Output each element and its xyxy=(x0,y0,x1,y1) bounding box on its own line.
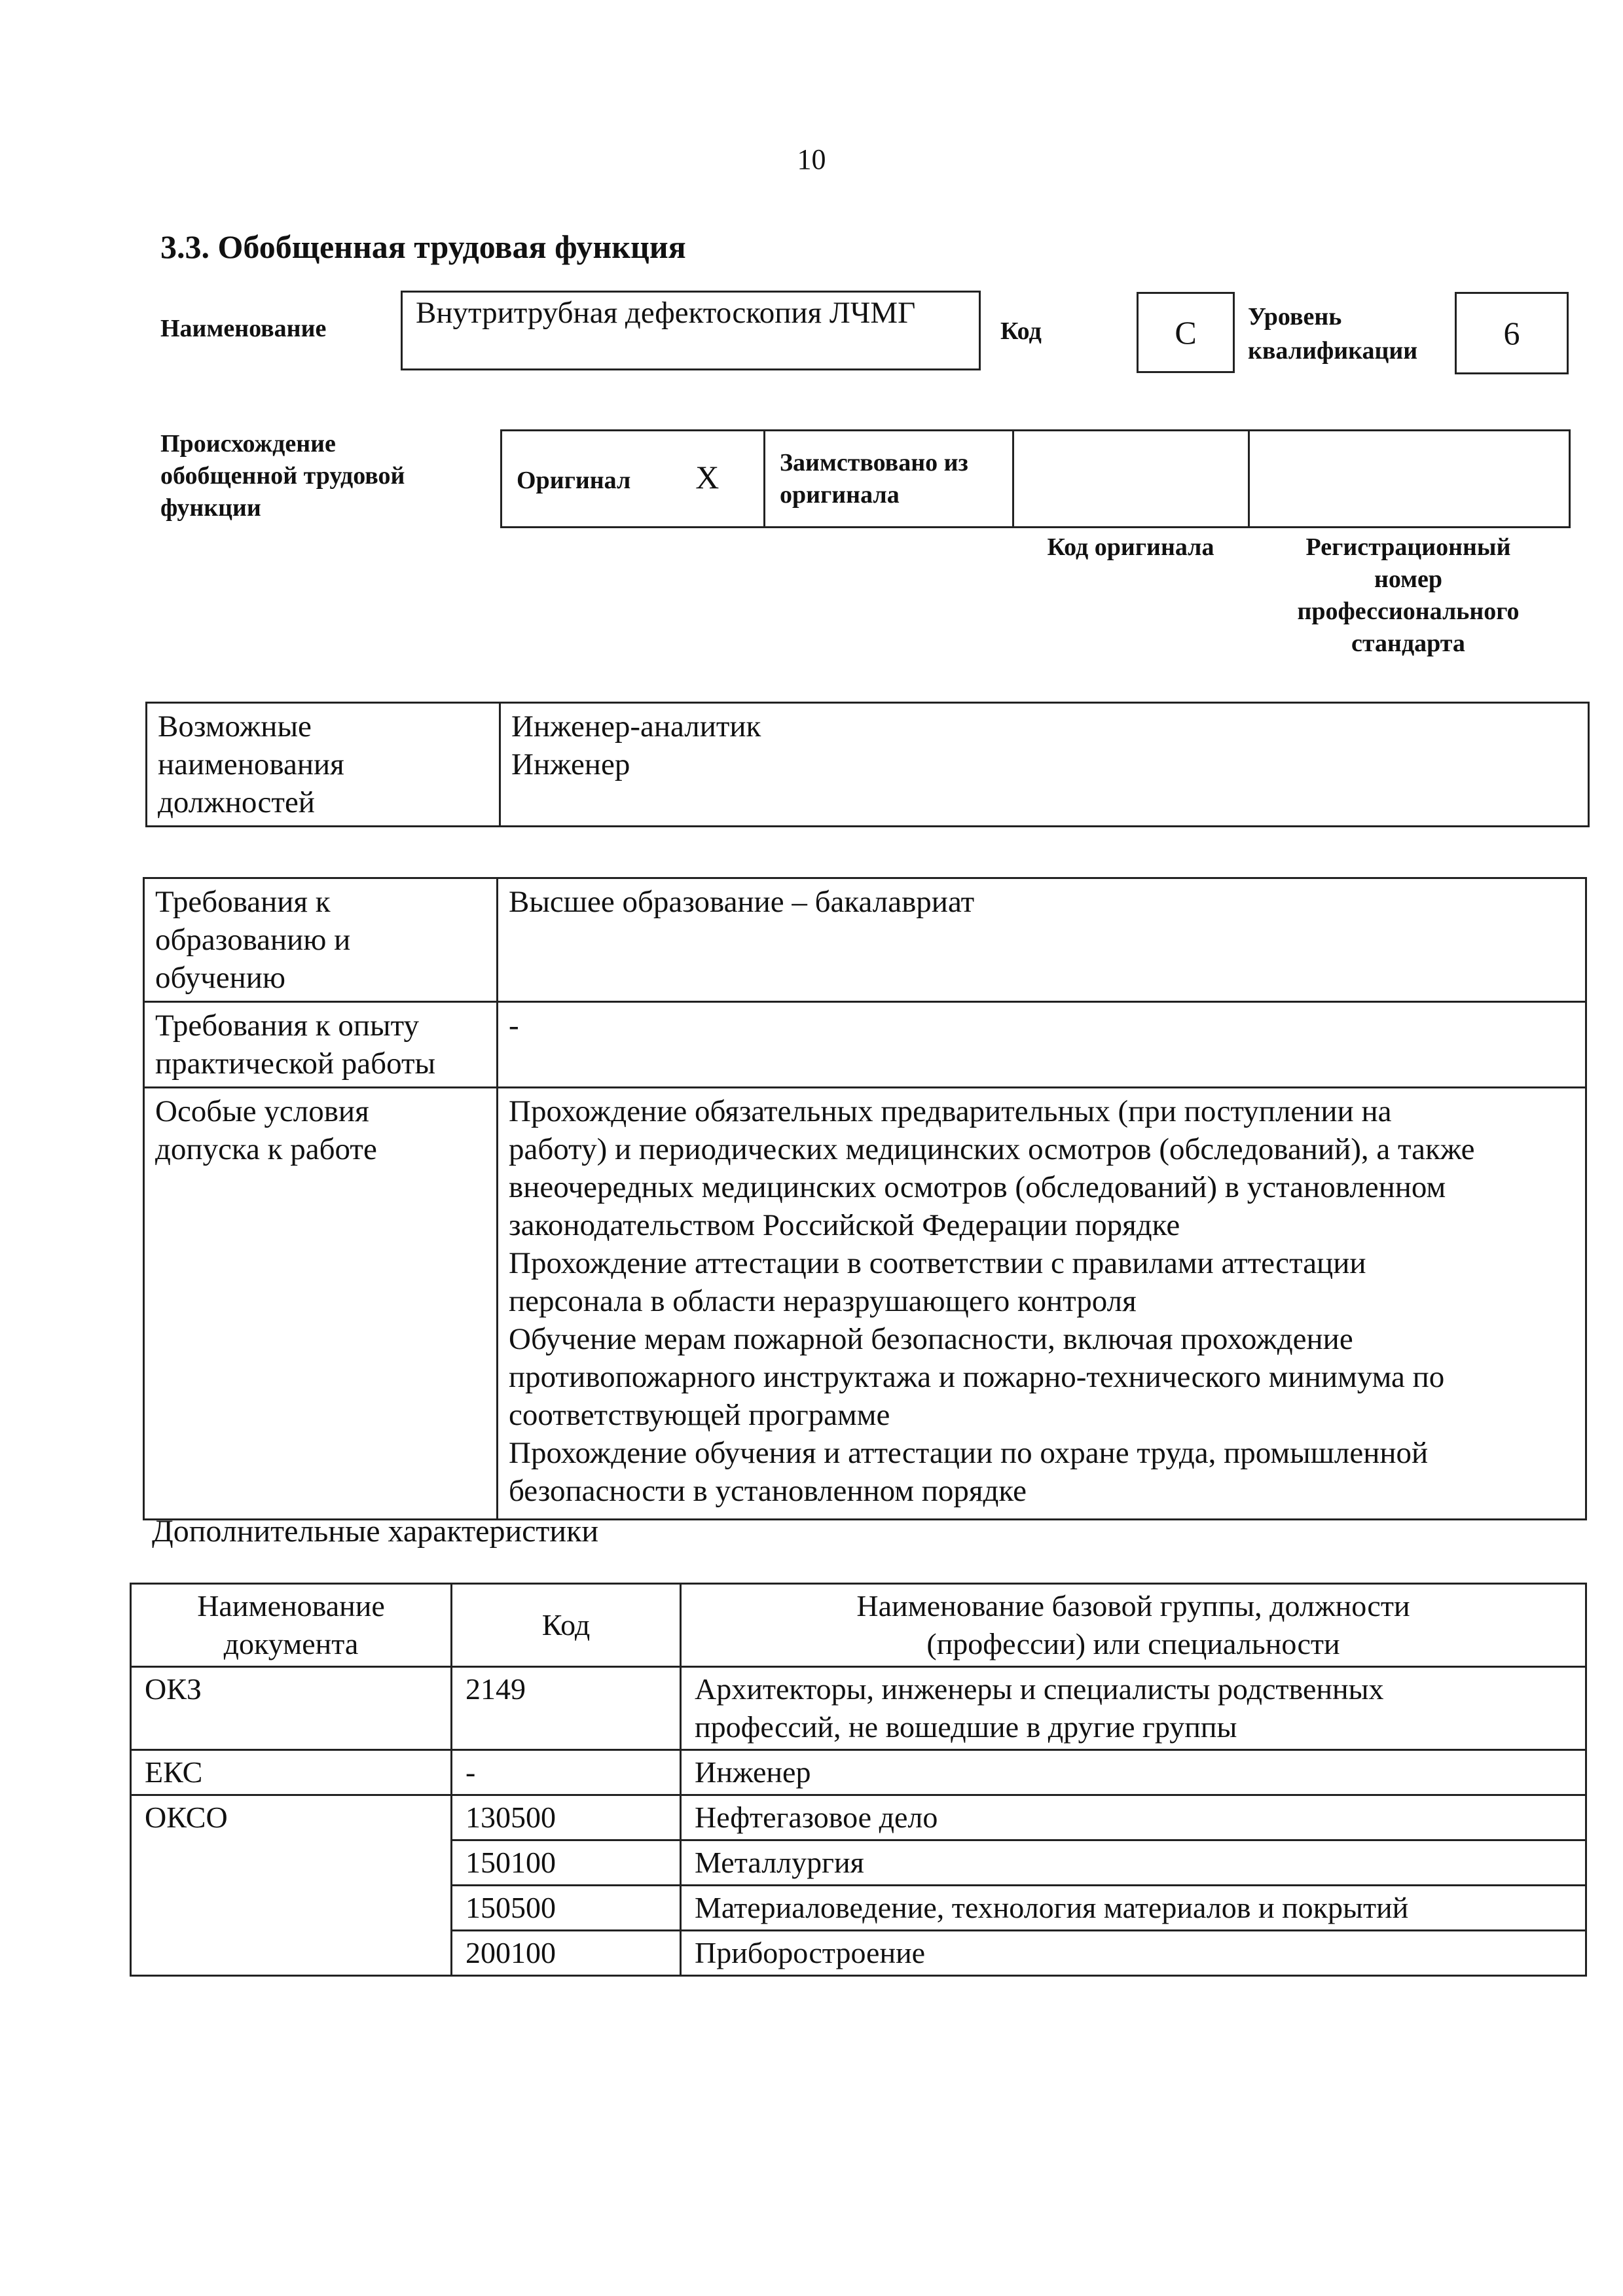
row-name-line: Нефтегазовое дело xyxy=(695,1801,938,1834)
req-label-line: образованию и xyxy=(155,923,351,957)
page-number: 10 xyxy=(797,143,826,175)
row-name xyxy=(681,1795,1586,1840)
borrowed-cell xyxy=(765,431,1013,528)
level-label xyxy=(1248,300,1417,368)
row-code: 150100 xyxy=(452,1840,681,1886)
req-label-line: Требования к опыту xyxy=(155,1009,420,1043)
requirements-row-admission xyxy=(144,1088,1586,1520)
req-value-line: персонала в области неразрушающего контроля xyxy=(509,1284,1137,1318)
req-label-line: Особые условия xyxy=(155,1094,369,1128)
req-label-cell xyxy=(144,1088,498,1520)
row-code: 130500 xyxy=(452,1795,681,1840)
req-value-cell xyxy=(498,878,1586,1002)
origin-label-line: обобщенной трудовой xyxy=(160,462,405,490)
function-name-value: Внутритрубная дефектоскопия ЛЧМГ xyxy=(416,296,916,330)
req-value-line: - xyxy=(509,1009,519,1043)
row-name xyxy=(681,1840,1586,1886)
table-row xyxy=(131,1795,1586,1840)
table-row xyxy=(131,1750,1586,1795)
requirements-row-education xyxy=(144,878,1586,1002)
positions-label-line: наименования xyxy=(158,747,344,781)
reg-number-cell xyxy=(1249,431,1570,528)
extra-table xyxy=(130,1583,1587,1977)
req-value-line: Прохождение аттестации в соответствии с правилами аттестации xyxy=(509,1246,1366,1280)
req-value-line: противопожарного инструктажа и пожарно-технического минимума по xyxy=(509,1360,1445,1394)
original-mark: X xyxy=(695,458,720,495)
row-doc: ОКЗ xyxy=(131,1667,452,1750)
requirements-table xyxy=(143,877,1587,1520)
row-name xyxy=(681,1931,1586,1976)
row-code: 150500 xyxy=(452,1886,681,1931)
req-label-line: Требования к xyxy=(155,885,331,919)
table-row xyxy=(131,1667,1586,1750)
row-doc: ОКСО xyxy=(131,1795,452,1976)
borrowed-label-line: оригинала xyxy=(780,480,900,509)
req-value-line: безопасности в установленном порядке xyxy=(509,1474,1027,1508)
reg-caption-line: стандарта xyxy=(1351,630,1465,657)
row-name-line: Архитекторы, инженеры и специалисты родственных xyxy=(695,1672,1384,1706)
extra-header-doc xyxy=(131,1584,452,1667)
reg-caption-line: профессионального xyxy=(1297,598,1520,625)
row-name xyxy=(681,1886,1586,1931)
row-code: 200100 xyxy=(452,1931,681,1976)
positions-label-line: должностей xyxy=(158,785,315,819)
original-code-caption: Код оригинала xyxy=(1047,533,1214,561)
row-name-line: профессий, не вошедшие в другие группы xyxy=(695,1710,1237,1744)
original-code-cell xyxy=(1013,431,1249,528)
req-value-cell xyxy=(498,1088,1586,1520)
origin-label-line: Происхождение xyxy=(160,430,336,457)
positions-label-cell xyxy=(147,703,500,827)
original-label: Оригинал xyxy=(517,466,631,494)
req-value-line: Прохождение обучения и аттестации по охране труда, промышленной xyxy=(509,1436,1429,1470)
req-label-line: практической работы xyxy=(155,1047,436,1081)
extra-header-row xyxy=(131,1584,1586,1667)
name-label: Наименование xyxy=(160,315,327,342)
row-name-line: Приборостроение xyxy=(695,1936,926,1969)
extra-header-group-line: Наименование базовой группы, должности xyxy=(856,1589,1410,1623)
reg-caption-line: Регистрационный xyxy=(1305,533,1511,561)
req-value-line: Обучение мерам пожарной безопасности, включая прохождение xyxy=(509,1322,1353,1356)
position-item: Инженер-аналитик xyxy=(511,709,761,744)
positions-value-cell xyxy=(500,703,1589,827)
level-value: 6 xyxy=(1503,315,1520,351)
positions-label-line: Возможные xyxy=(158,709,312,744)
extra-header-code: Код xyxy=(452,1584,681,1667)
req-value-cell xyxy=(498,1002,1586,1088)
level-label-line2: квалификации xyxy=(1248,337,1418,365)
requirements-row-experience xyxy=(144,1002,1586,1088)
positions-table xyxy=(145,702,1590,827)
row-doc: ЕКС xyxy=(131,1750,452,1795)
level-box xyxy=(1455,292,1569,374)
req-value-line: работу) и периодических медицинских осмотров (обследований), а также xyxy=(509,1132,1475,1166)
row-name-line: Инженер xyxy=(695,1755,811,1789)
code-label: Код xyxy=(1000,317,1042,345)
req-label-cell xyxy=(144,878,498,1002)
extra-header-doc-line: документа xyxy=(223,1627,359,1660)
section-title: 3.3. Обобщенная трудовая функция xyxy=(160,228,686,265)
origin-label-line: функции xyxy=(160,494,261,522)
req-value-line: внеочередных медицинских осмотров (обследований) в установленном xyxy=(509,1170,1446,1204)
borrowed-label-line: Заимствовано из xyxy=(780,448,968,476)
req-value-line: Высшее образование – бакалавриат xyxy=(509,885,975,919)
row-name-line: Материаловедение, технология материалов и покрытий xyxy=(695,1891,1409,1924)
reg-number-caption xyxy=(1248,531,1569,660)
original-cell xyxy=(501,431,765,528)
reg-caption-line: номер xyxy=(1374,565,1443,593)
code-box xyxy=(1137,292,1235,373)
code-value: C xyxy=(1175,314,1197,351)
position-item: Инженер xyxy=(511,747,630,781)
req-value-line: законодательством Российской Федерации порядке xyxy=(509,1208,1180,1242)
row-name xyxy=(681,1750,1586,1795)
req-value-line: Прохождение обязательных предварительных (при поступлении на xyxy=(509,1094,1392,1128)
req-label-line: допуска к работе xyxy=(155,1132,377,1166)
row-name xyxy=(681,1667,1586,1750)
extra-header-doc-line: Наименование xyxy=(197,1589,385,1623)
extra-title: Дополнительные характеристики xyxy=(152,1514,599,1549)
origin-label xyxy=(160,428,405,524)
req-label-cell xyxy=(144,1002,498,1088)
req-value-line: соответствующей программе xyxy=(509,1398,890,1432)
extra-header-group xyxy=(681,1584,1586,1667)
function-name-box xyxy=(401,291,981,370)
row-code: - xyxy=(452,1750,681,1795)
extra-header-group-line: (профессии) или специальности xyxy=(926,1627,1340,1660)
req-label-line: обучению xyxy=(155,961,286,995)
origin-table xyxy=(500,429,1571,528)
level-label-line1: Уровень xyxy=(1248,303,1342,331)
row-code: 2149 xyxy=(452,1667,681,1750)
row-name-line: Металлургия xyxy=(695,1846,864,1879)
